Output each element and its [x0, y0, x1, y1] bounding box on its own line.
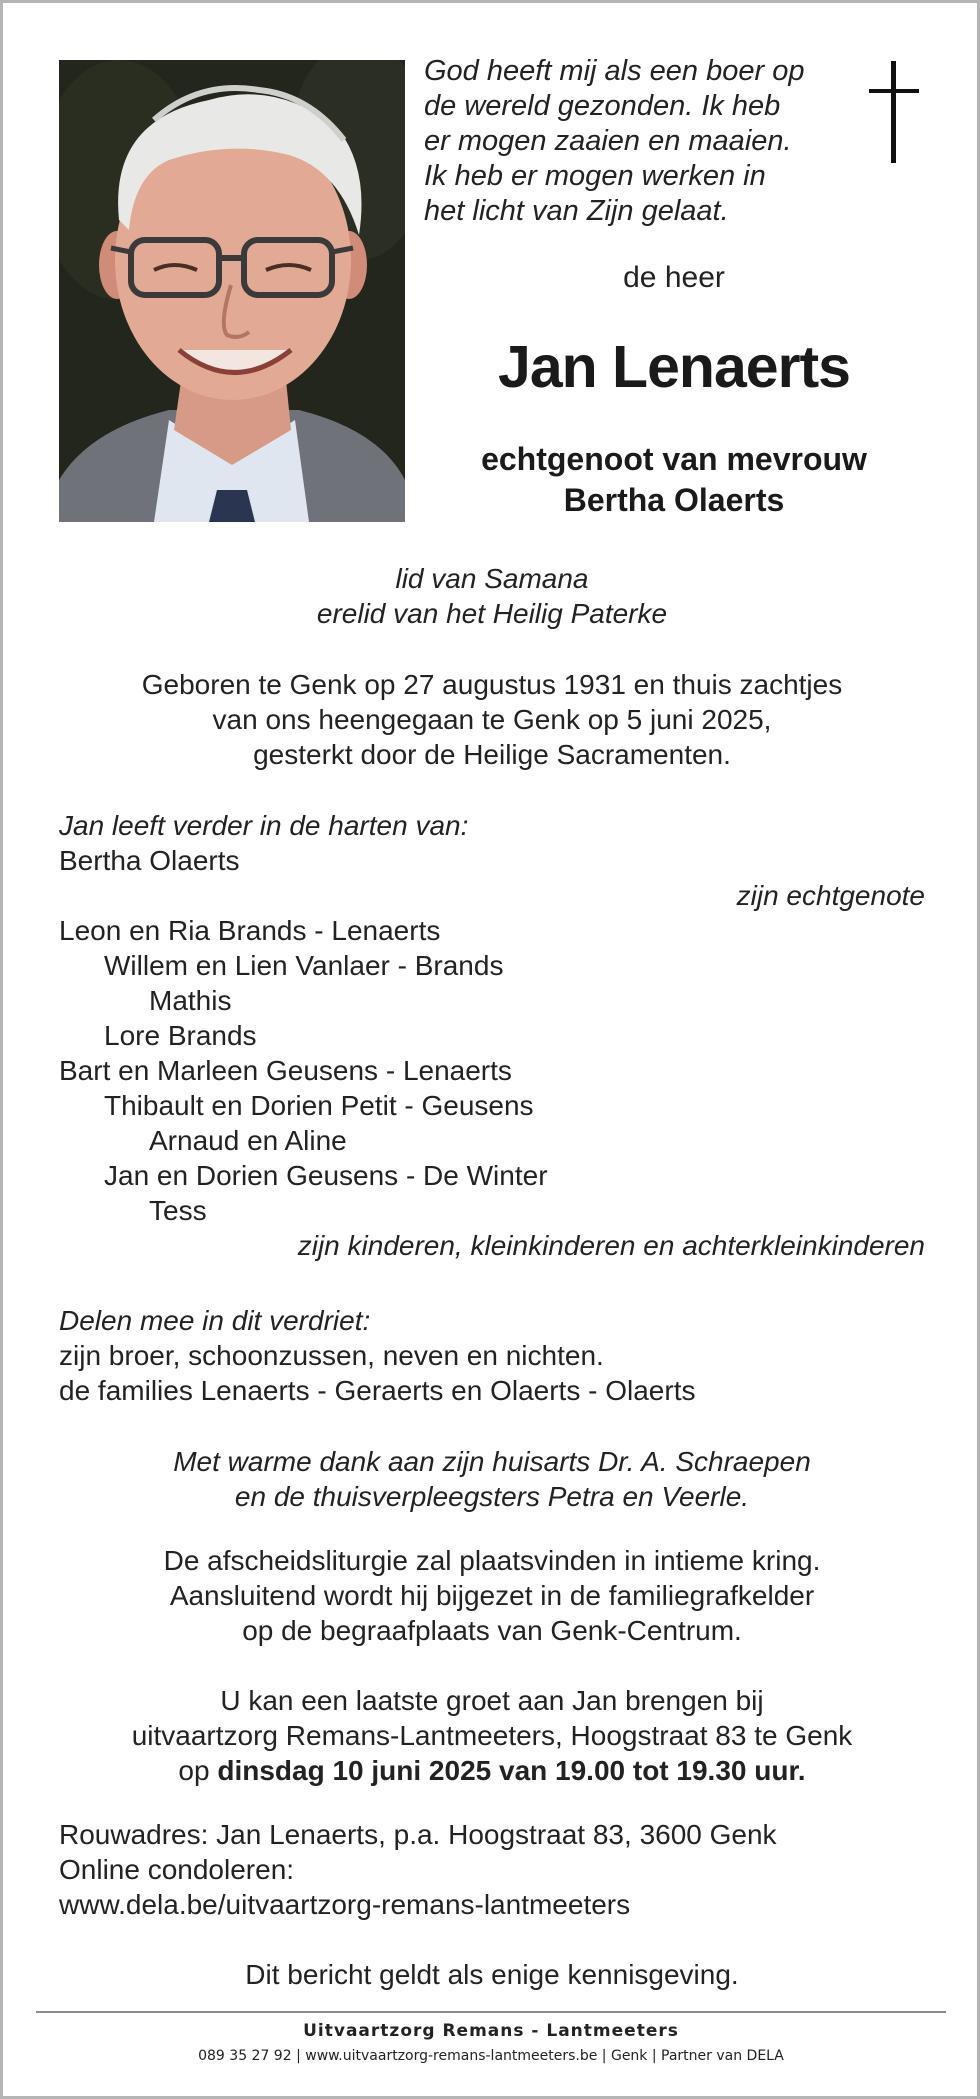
family-member: Tess — [149, 1195, 207, 1226]
liturgy-info — [59, 1543, 925, 1648]
family-member: Jan en Dorien Geusens - De Winter — [104, 1160, 548, 1191]
family-member: Bart en Marleen Geusens - Lenaerts — [59, 1055, 512, 1086]
verse-line: het licht van Zijn gelaat. — [424, 195, 729, 227]
deceased-name: Jan Lenaerts — [498, 334, 850, 400]
greeting-line: U kan een laatste groet aan Jan brengen bij — [220, 1685, 764, 1716]
footer-contact: 089 35 27 92 | www.uitvaartzorg-remans-lantmeeters.be | Genk | Partner van DELA — [198, 2048, 784, 2064]
verse-line: de wereld gezonden. Ik heb — [424, 90, 781, 122]
sharing-in-grief — [59, 1303, 925, 1408]
portrait-illustration — [59, 60, 405, 522]
birth-line: van ons heengegaan te Genk op 5 juni 2025, — [212, 704, 772, 735]
condolence-url[interactable]: www.dela.be/uitvaartzorg-remans-lantmeeters — [59, 1889, 631, 1920]
verse — [424, 54, 864, 229]
family-member: Willem en Lien Vanlaer - Brands — [104, 950, 504, 981]
membership-line: erelid van het Heilig Paterke — [316, 598, 668, 629]
birth-death-info — [59, 667, 925, 772]
sharing-line: zijn broer, schoonzussen, neven en nichten. — [59, 1340, 604, 1371]
family-members-role: zijn kinderen, kleinkinderen en achterkleinkinderen — [297, 1230, 925, 1261]
family-list — [59, 808, 925, 1263]
birth-line: gesterkt door de Heilige Sacramenten. — [253, 739, 731, 770]
sharing-line: de families Lenaerts - Geraerts en Olaerts - Olaerts — [59, 1375, 696, 1406]
liturgy-line: De afscheidsliturgie zal plaatsvinden in intieme kring. — [163, 1545, 821, 1576]
family-spouse: Bertha Olaerts — [59, 845, 240, 876]
portrait-photo — [59, 60, 405, 522]
verse-line: God heeft mij als een boer op — [424, 55, 805, 87]
family-intro: Jan leeft verder in de harten van: — [59, 810, 469, 841]
verse-line: Ik heb er mogen werken in — [424, 160, 766, 192]
cross-icon — [869, 61, 919, 163]
visitation-info — [59, 1683, 925, 1788]
greeting-line: uitvaartzorg Remans-Lantmeeters, Hoogstraat 83 te Genk — [131, 1720, 853, 1751]
notice: Dit bericht geldt als enige kennisgeving. — [245, 1959, 739, 1990]
spouse-name: Bertha Olaerts — [563, 482, 785, 518]
greeting-datetime: dinsdag 10 juni 2025 van 19.00 tot 19.30 uur. — [217, 1755, 806, 1786]
address-line: Rouwadres: Jan Lenaerts, p.a. Hoogstraat 83, 3600 Genk — [59, 1819, 777, 1850]
sharing-intro: Delen mee in dit verdriet: — [59, 1305, 371, 1336]
thanks-line: en de thuisverpleegsters Petra en Veerle. — [234, 1481, 750, 1512]
footer-divider — [36, 2011, 946, 2013]
family-member: Mathis — [149, 985, 232, 1016]
footer-company: Uitvaartzorg Remans - Lantmeeters — [303, 2021, 679, 2041]
thanks — [59, 1444, 925, 1514]
family-member: Thibault en Dorien Petit - Geusens — [104, 1090, 534, 1121]
greeting-date-line — [59, 1753, 925, 1788]
membership-line: lid van Samana — [395, 563, 589, 594]
condolence-address — [59, 1817, 925, 1922]
thanks-line: Met warme dank aan zijn huisarts Dr. A. Schraepen — [173, 1446, 811, 1477]
membership — [59, 561, 925, 631]
liturgy-line: Aansluitend wordt hij bijgezet in de familiegrafkelder — [169, 1580, 815, 1611]
family-spouse-role: zijn echtgenote — [736, 880, 925, 911]
family-member: Arnaud en Aline — [149, 1125, 347, 1156]
family-member: Leon en Ria Brands - Lenaerts — [59, 915, 441, 946]
liturgy-line: op de begraafplaats van Genk-Centrum. — [242, 1615, 742, 1646]
spouse-line: echtgenoot van mevrouw — [481, 441, 867, 477]
spouse-info — [424, 439, 924, 521]
address-line: Online condoleren: — [59, 1854, 295, 1885]
verse-line: er mogen zaaien en maaien. — [424, 125, 792, 157]
greeting-prefix: op — [178, 1755, 210, 1786]
family-member: Lore Brands — [104, 1020, 257, 1051]
birth-line: Geboren te Genk op 27 augustus 1931 en thuis zachtjes — [141, 669, 843, 700]
honorific: de heer — [623, 261, 725, 294]
